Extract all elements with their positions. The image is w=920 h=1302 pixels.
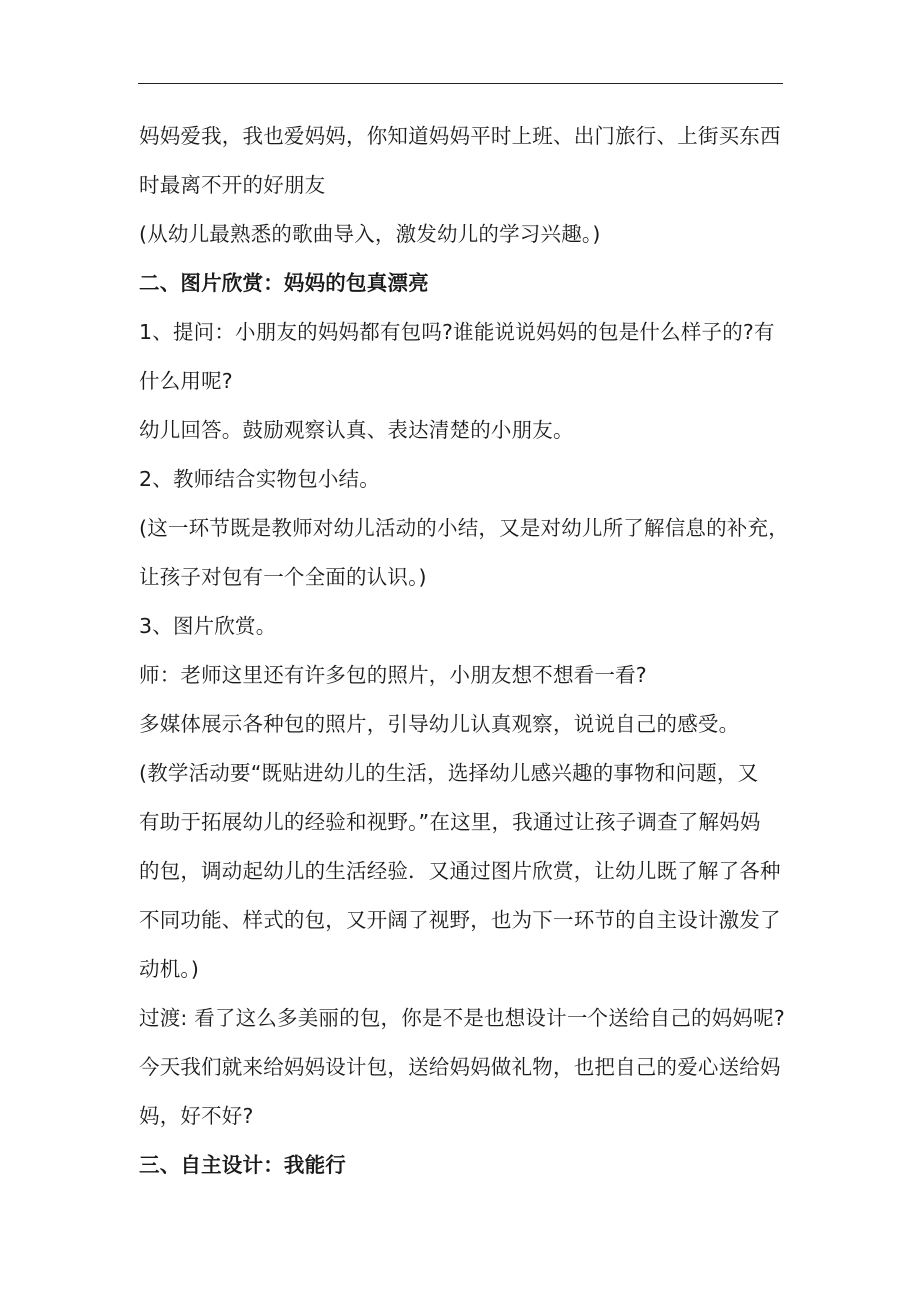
body-line: (从幼儿最熟悉的歌曲导入，激发幼儿的学习兴趣。) bbox=[139, 222, 601, 246]
body-line: 2、教师结合实物包小结。 bbox=[139, 467, 380, 491]
body-line: 有助于拓展幼儿的经验和视野。”在这里，我通过让孩子调查了解妈妈 bbox=[139, 810, 761, 834]
body-line: 今天我们就来给妈妈设计包，送给妈妈做礼物，也把自己的爱心送给妈 bbox=[139, 1055, 781, 1079]
body-line: 师：老师这里还有许多包的照片，小朋友想不想看一看? bbox=[139, 663, 647, 687]
body-line: 3、图片欣赏。 bbox=[139, 614, 277, 638]
body-line: 妈妈爱我，我也爱妈妈，你知道妈妈平时上班、出门旅行、上街买东西 bbox=[139, 124, 781, 148]
document-body bbox=[139, 112, 799, 1190]
body-line: 不同功能、样式的包，又开阔了视野，也为下一环节的自主设计激发了 bbox=[139, 908, 781, 932]
body-line: 妈，好不好? bbox=[139, 1104, 254, 1128]
body-line: 过渡: 看了这么多美丽的包，你是不是也想设计一个送给自己的妈妈呢? bbox=[139, 1006, 785, 1030]
section-heading: 三、自主设计：我能行 bbox=[139, 1153, 346, 1177]
body-line: 1、提问：小朋友的妈妈都有包吗?谁能说说妈妈的包是什么样子的?有 bbox=[139, 320, 775, 344]
header-rule bbox=[138, 83, 783, 84]
body-line: 幼儿回答。鼓励观察认真、表达清楚的小朋友。 bbox=[139, 418, 574, 442]
body-line: 让孩子对包有一个全面的认识。) bbox=[139, 565, 427, 589]
body-line: 动机。) bbox=[139, 957, 200, 981]
body-line: (教学活动要“既贴进幼儿的生活，选择幼儿感兴趣的事物和问题，又 bbox=[139, 761, 759, 785]
body-line: 多媒体展示各种包的照片，引导幼儿认真观察，说说自己的感受。 bbox=[139, 712, 740, 736]
body-line: 时最离不开的好朋友 bbox=[139, 173, 326, 197]
body-line: 什么用呢? bbox=[139, 369, 233, 393]
body-line: (这一环节既是教师对幼儿活动的小结，又是对幼儿所了解信息的补充， bbox=[139, 516, 789, 540]
body-line: 的包，调动起幼儿的生活经验．又通过图片欣赏，让幼儿既了解了各种 bbox=[139, 859, 781, 883]
section-heading: 二、图片欣赏：妈妈的包真漂亮 bbox=[139, 271, 429, 295]
